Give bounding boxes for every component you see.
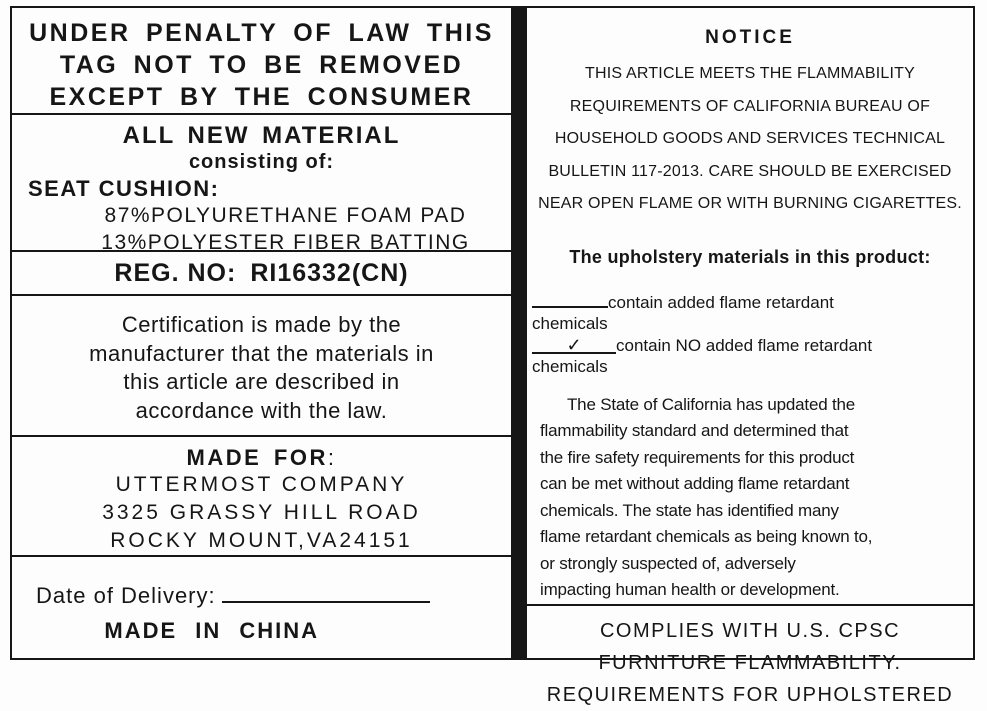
- upholstery-heading: The upholstery materials in this product:: [569, 246, 931, 267]
- flame-retardant-options: [527, 291, 973, 378]
- registration-number-section: [12, 252, 511, 296]
- notice-body-line: HOUSEHOLD GOODS AND SERVICES TECHNICAL: [554, 130, 946, 147]
- made-for-colon: :: [327, 445, 337, 470]
- notice-body-line: NEAR OPEN FLAME OR WITH BURNING CIGARETTES.: [538, 195, 962, 212]
- delivery-section: [12, 557, 511, 658]
- material-section: [12, 115, 511, 252]
- date-of-delivery-row: [36, 583, 511, 609]
- california-statement: [527, 392, 973, 604]
- option-wrap-line: chemicals: [532, 314, 608, 333]
- statement-line: flame retardant chemicals as being known to,: [540, 527, 873, 546]
- notice-body: [527, 58, 973, 221]
- certification-line: Certification is made by the: [121, 312, 402, 337]
- statement-line: The State of California has updated the: [567, 394, 856, 414]
- date-of-delivery-label: Date of Delivery:: [36, 583, 216, 608]
- statement-line: impacting human health or development.: [540, 580, 840, 599]
- option-contain-no-added: [532, 335, 973, 357]
- certification-section: [12, 296, 511, 437]
- material-title: ALL NEW MATERIAL: [122, 122, 401, 149]
- statement-line: flammability standard and determined that: [540, 421, 849, 440]
- statement-line: the fire safety requirements for this product: [540, 447, 855, 467]
- certification-line: manufacturer that the materials in: [89, 340, 434, 366]
- material-component: SEAT CUSHION:: [28, 176, 220, 201]
- statement-line: or strongly suspected of, adversely: [540, 553, 796, 573]
- made-in-china-label: MADE IN CHINA: [104, 618, 320, 643]
- material-content-line: 13%POLYESTER FIBER BATTING: [101, 231, 470, 254]
- reg-no-label: REG. NO:: [114, 258, 237, 287]
- check-icon: ✓: [532, 337, 616, 354]
- reg-no-value: RI16332(CN): [250, 258, 409, 287]
- option-text: contain added flame retardant: [608, 292, 834, 312]
- option-contain-added: [532, 291, 973, 314]
- notice-body-line: THIS ARTICLE MEETS THE FLAMMABILITY: [584, 65, 916, 82]
- penalty-line: EXCEPT BY THE CONSUMER: [49, 83, 474, 111]
- compliance-line: REQUIREMENTS FOR UPHOLSTERED: [546, 683, 954, 706]
- made-for-street: 3325 GRASSY HILL ROAD: [102, 501, 421, 524]
- date-of-delivery-blank: [222, 583, 430, 603]
- certification-line: this article are described in: [123, 369, 400, 394]
- made-for-city: ROCKY MOUNT,VA24151: [110, 529, 413, 552]
- penalty-line: TAG NOT TO BE REMOVED: [59, 51, 464, 79]
- compliance-line: FURNITURE FLAMMABILITY.: [598, 651, 902, 674]
- made-for-company: UTTERMOST COMPANY: [115, 473, 408, 496]
- compliance-line: COMPLIES WITH U.S. CPSC: [599, 619, 901, 642]
- made-for-section: [12, 437, 511, 557]
- notice-section: [527, 8, 973, 606]
- penalty-line: UNDER PENALTY OF LAW THIS: [29, 19, 494, 47]
- right-panel: [525, 6, 975, 706]
- made-for-text: MADE FOR: [186, 445, 328, 470]
- checkbox-blank: [532, 291, 608, 308]
- notice-body-line: REQUIREMENTS OF CALIFORNIA BUREAU OF: [569, 97, 931, 115]
- made-for-label: [12, 445, 511, 471]
- cpsc-compliance-section: [527, 606, 973, 710]
- material-subtitle: consisting of:: [188, 151, 335, 173]
- option-text: contain NO added flame retardant: [616, 335, 873, 355]
- material-content-line: 87%POLYURETHANE FOAM PAD: [104, 204, 467, 227]
- left-panel: [10, 6, 513, 660]
- statement-line: chemicals. The state has identified many: [540, 500, 839, 520]
- statement-line: can be met without adding flame retardant: [540, 474, 850, 493]
- notice-body-line: BULLETIN 117-2013. CARE SHOULD BE EXERCISED: [548, 162, 952, 180]
- certification-line: accordance with the law.: [135, 397, 388, 423]
- panel-divider-bar: [513, 6, 525, 660]
- notice-title: NOTICE: [705, 27, 795, 48]
- option-wrap-line: chemicals: [532, 357, 608, 376]
- penalty-warning-section: [12, 8, 511, 115]
